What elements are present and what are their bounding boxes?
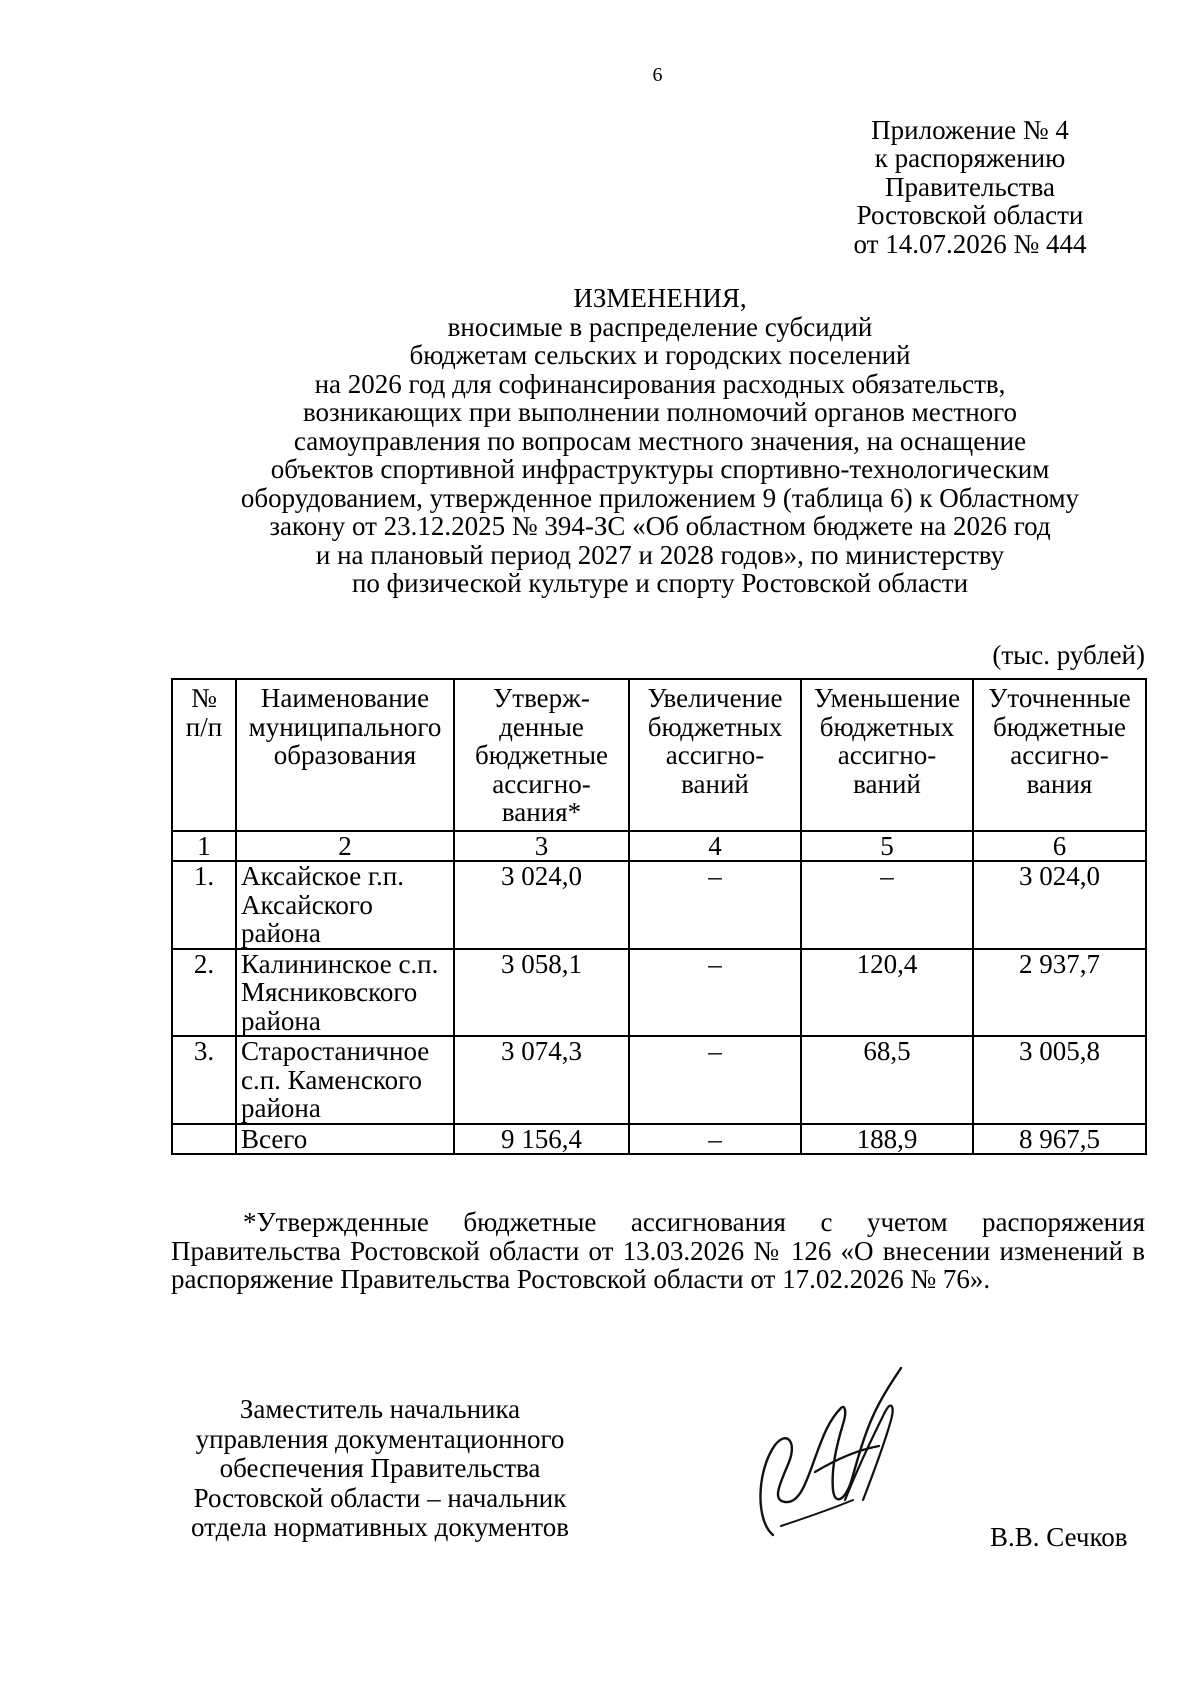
title-line: по физической культуре и спорту Ростовской области xyxy=(351,568,969,598)
page-number: 6 xyxy=(652,64,663,86)
handwritten-signature xyxy=(745,1350,905,1550)
row-adjusted: 3 024,0 xyxy=(973,861,1146,949)
header-name xyxy=(236,679,454,831)
row-decrease: – xyxy=(801,861,973,949)
column-number: 4 xyxy=(629,831,801,862)
row-increase: – xyxy=(629,949,801,1037)
name-line: района xyxy=(241,1093,321,1123)
header-line: вания* xyxy=(501,797,582,827)
table-row xyxy=(172,949,1146,1037)
column-number: 6 xyxy=(973,831,1146,862)
table-total-row xyxy=(172,1124,1146,1155)
row-name xyxy=(236,949,454,1037)
column-number: 1 xyxy=(172,831,236,862)
signer-line: Заместитель начальника xyxy=(239,1394,521,1424)
name-line: Аксайского xyxy=(241,889,373,920)
header-line: ассигно- xyxy=(492,768,591,799)
name-line: Аксайское г.п. xyxy=(241,861,404,891)
row-increase: – xyxy=(629,861,801,949)
header-line: образования xyxy=(273,740,417,770)
title-line: и на плановый период 2027 и 2028 годов», по министерству xyxy=(315,539,1005,570)
header-line: ваний xyxy=(681,768,749,799)
header-index xyxy=(172,679,236,831)
header-line: бюджетные xyxy=(475,740,608,770)
header-line: вания xyxy=(1026,768,1093,799)
document-title xyxy=(175,284,1145,598)
column-number: 2 xyxy=(236,831,454,862)
header-line: муниципального xyxy=(248,711,442,742)
name-line: Калининское с.п. xyxy=(241,948,439,979)
signer-line: обеспечения Правительства xyxy=(219,1453,541,1483)
column-number-row xyxy=(172,831,1146,862)
column-number: 3 xyxy=(454,831,629,862)
total-index xyxy=(172,1124,236,1155)
header-line: п/п xyxy=(185,711,223,742)
title-line: объектов спортивной инфраструктуры спортивно-технологическим xyxy=(270,454,1050,484)
title-line: бюджетам сельских и городских поселений xyxy=(409,340,911,370)
table-header-row xyxy=(172,679,1146,831)
total-label: Всего xyxy=(236,1124,454,1155)
header-line: Увеличение xyxy=(647,683,783,713)
row-decrease: 120,4 xyxy=(801,949,973,1037)
header-line: бюджетные xyxy=(993,711,1126,742)
row-decrease: 68,5 xyxy=(801,1036,973,1124)
budget-table xyxy=(171,678,1147,1155)
name-line: района xyxy=(241,1005,321,1036)
title-line: закону от 23.12.2025 № 394-ЗС «Об областном бюджете на 2026 год xyxy=(269,511,1051,541)
units-label: (тыс. рублей) xyxy=(992,640,1145,670)
row-name xyxy=(236,1036,454,1124)
row-index: 3. xyxy=(172,1036,236,1124)
title-line: вносимые в распределение субсидий xyxy=(447,311,873,342)
appendix-line: Ростовской области xyxy=(856,200,1084,231)
row-name xyxy=(236,861,454,949)
row-increase: – xyxy=(629,1036,801,1124)
total-approved: 9 156,4 xyxy=(454,1124,629,1155)
appendix-line: Приложение № 4 xyxy=(871,115,1069,145)
header-adjusted xyxy=(973,679,1146,831)
name-line: района xyxy=(241,918,321,948)
row-adjusted: 3 005,8 xyxy=(973,1036,1146,1124)
header-line: денные xyxy=(499,711,584,742)
name-line: с.п. Каменского xyxy=(241,1064,422,1095)
signer-line: отдела нормативных документов xyxy=(191,1512,569,1542)
table-row xyxy=(172,1036,1146,1124)
signer-line: управления документационного xyxy=(195,1423,565,1454)
title-line: на 2026 год для софинансирования расходных обязательств, xyxy=(314,368,1006,399)
row-index: 1. xyxy=(172,861,236,949)
header-line: бюджетных xyxy=(819,711,955,742)
header-line: Утверж- xyxy=(493,683,590,713)
appendix-block xyxy=(840,116,1100,258)
table-row xyxy=(172,861,1146,949)
header-decrease xyxy=(801,679,973,831)
name-line: Мясниковского xyxy=(241,977,418,1007)
header-line: ассигно- xyxy=(665,740,765,770)
appendix-line: от 14.07.2026 № 444 xyxy=(853,228,1087,259)
appendix-line: Правительства xyxy=(885,171,1055,202)
header-line: ассигно- xyxy=(837,740,937,770)
row-approved: 3 024,0 xyxy=(454,861,629,949)
header-line: Уменьшение xyxy=(813,683,961,713)
header-line: Наименование xyxy=(260,683,430,713)
row-adjusted: 2 937,7 xyxy=(973,949,1146,1037)
header-line: ваний xyxy=(853,768,921,799)
appendix-line: к распоряжению xyxy=(874,143,1066,174)
column-number: 5 xyxy=(801,831,973,862)
row-approved: 3 074,3 xyxy=(454,1036,629,1124)
header-approved xyxy=(454,679,629,831)
header-line: № xyxy=(191,683,217,713)
signer-line: Ростовской области – начальник xyxy=(193,1482,567,1513)
title-line: самоуправления по вопросам местного значения, на оснащение xyxy=(293,425,1027,456)
header-line: бюджетных xyxy=(647,711,783,742)
header-increase xyxy=(629,679,801,831)
title-line: оборудованием, утвержденное приложением 9 (таблица 6) к Областному xyxy=(240,482,1080,513)
title-heading: ИЗМЕНЕНИЯ, xyxy=(573,283,747,313)
total-adjusted: 8 967,5 xyxy=(973,1124,1146,1155)
row-approved: 3 058,1 xyxy=(454,949,629,1037)
total-increase: – xyxy=(629,1124,801,1155)
signer-name: В.В. Сечков xyxy=(990,1522,1128,1552)
total-decrease: 188,9 xyxy=(801,1124,973,1155)
row-index: 2. xyxy=(172,949,236,1037)
header-line: ассигно- xyxy=(1010,740,1109,770)
header-line: Уточненные xyxy=(988,683,1131,713)
footnote: *Утвержденные бюджетные ассигнования с учетом распоряжения Правительства Ростовской области от 13.03.2026 № 126 «О внесении изменений в распоряжение Правительства Ростовской области от 17.02.2026 № 76». xyxy=(171,1207,1145,1294)
title-line: возникающих при выполнении полномочий органов местного xyxy=(302,397,1018,427)
signer-position xyxy=(170,1395,590,1543)
name-line: Старостаничное xyxy=(241,1036,430,1066)
